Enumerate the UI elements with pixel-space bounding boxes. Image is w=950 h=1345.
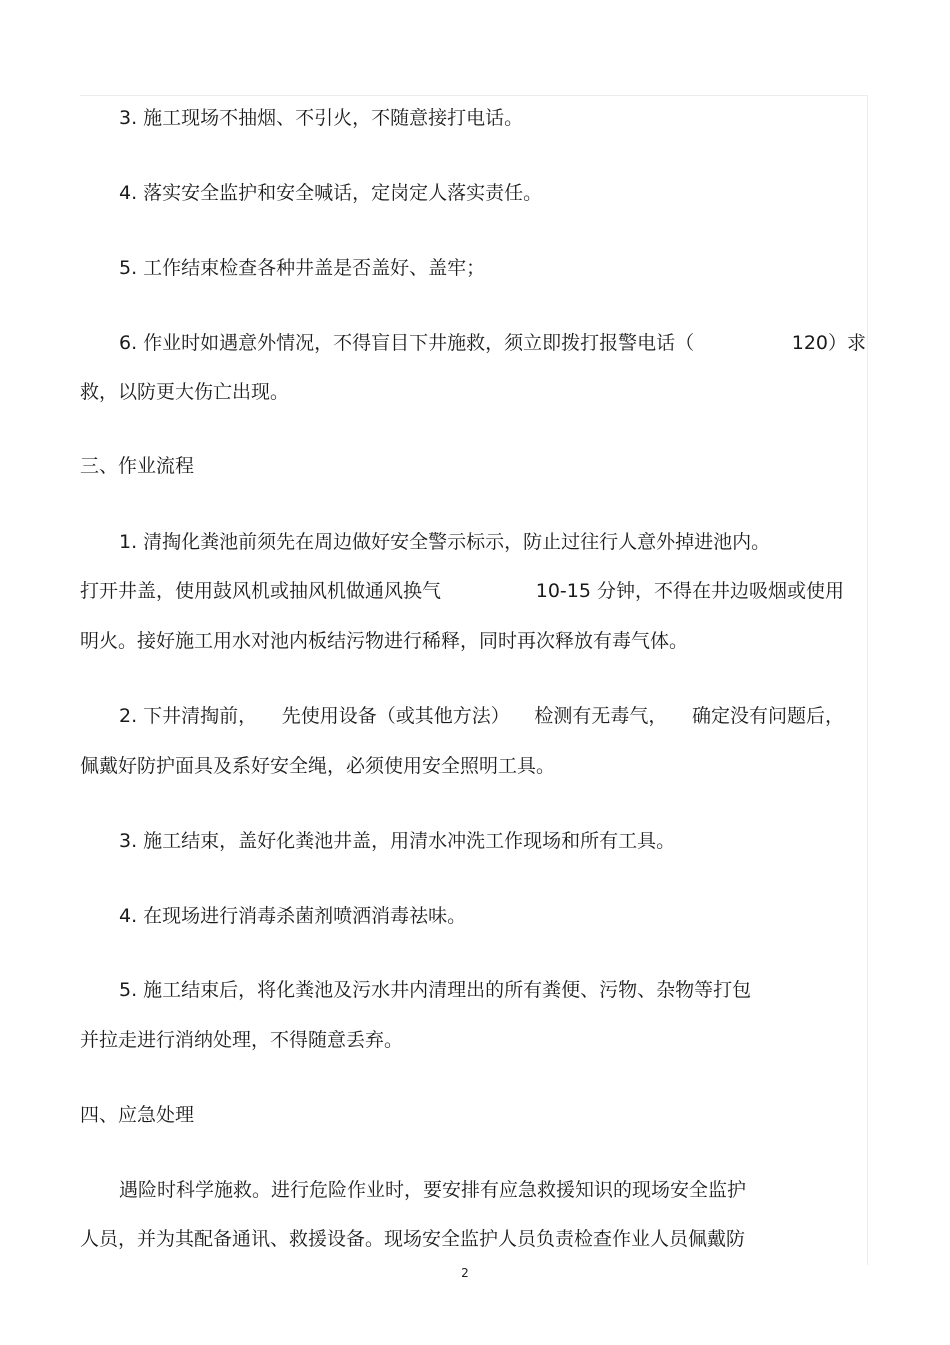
- section-heading: 三、作业流程: [80, 455, 195, 477]
- paragraph-line: 3. 施工结束，盖好化粪池井盖，用清水冲洗工作现场和所有工具。: [119, 830, 676, 852]
- paragraph-line: 明火。接好施工用水对池内板结污物进行稀释，同时再次释放有毒气体。: [80, 630, 689, 652]
- paragraph-line: 4. 落实安全监护和安全喊话，定岗定人落实责任。: [119, 182, 543, 204]
- section-heading: 四、应急处理: [80, 1104, 195, 1126]
- paragraph-line: 3. 施工现场不抽烟、不引火，不随意接打电话。: [119, 107, 524, 129]
- text-segment: 6. 作业时如遇意外情况，不得盲目下井施救，须立即拨打报警电话（: [119, 332, 695, 354]
- paragraph-line: 4. 在现场进行消毒杀菌剂喷洒消毒祛味。: [119, 905, 467, 927]
- paragraph-line: 1. 清掏化粪池前须先在周边做好安全警示标示，防止过往行人意外掉进池内。: [119, 531, 771, 553]
- text-segment: 2. 下井清掏前，: [119, 705, 258, 727]
- text-segment: 10-15 分钟，不得在井边吸烟或使用: [535, 580, 844, 602]
- paragraph-line: 并拉走进行消纳处理，不得随意丢弃。: [80, 1029, 404, 1051]
- paragraph-line: 佩戴好防护面具及系好安全绳，必须使用安全照明工具。: [80, 755, 556, 777]
- paragraph-line: 5. 施工结束后，将化粪池及污水井内清理出的所有粪便、污物、杂物等打包: [119, 979, 752, 1001]
- paragraph-line: 救，以防更大伤亡出现。: [80, 381, 290, 403]
- paragraph-line: 人员，并为其配备通讯、救援设备。现场安全监护人员负责检查作业人员佩戴防: [80, 1228, 746, 1250]
- paragraph-line: [119, 704, 844, 728]
- paragraph-line: 5. 工作结束检查各种井盖是否盖好、盖牢；: [119, 257, 486, 279]
- text-segment: 先使用设备（或其他方法）: [281, 705, 510, 727]
- text-segment: 120）求: [791, 332, 866, 354]
- paragraph-line: [119, 331, 866, 355]
- page-number: 2: [461, 1266, 469, 1280]
- paragraph-line: [80, 579, 844, 603]
- paragraph-line: 遇险时科学施救。进行危险作业时，要安排有应急救援知识的现场安全监护: [119, 1179, 747, 1201]
- text-segment: 检测有无毒气，: [534, 705, 668, 727]
- text-segment: 确定没有问题后，: [691, 705, 844, 727]
- text-segment: 打开井盖，使用鼓风机或抽风机做通风换气: [80, 580, 442, 602]
